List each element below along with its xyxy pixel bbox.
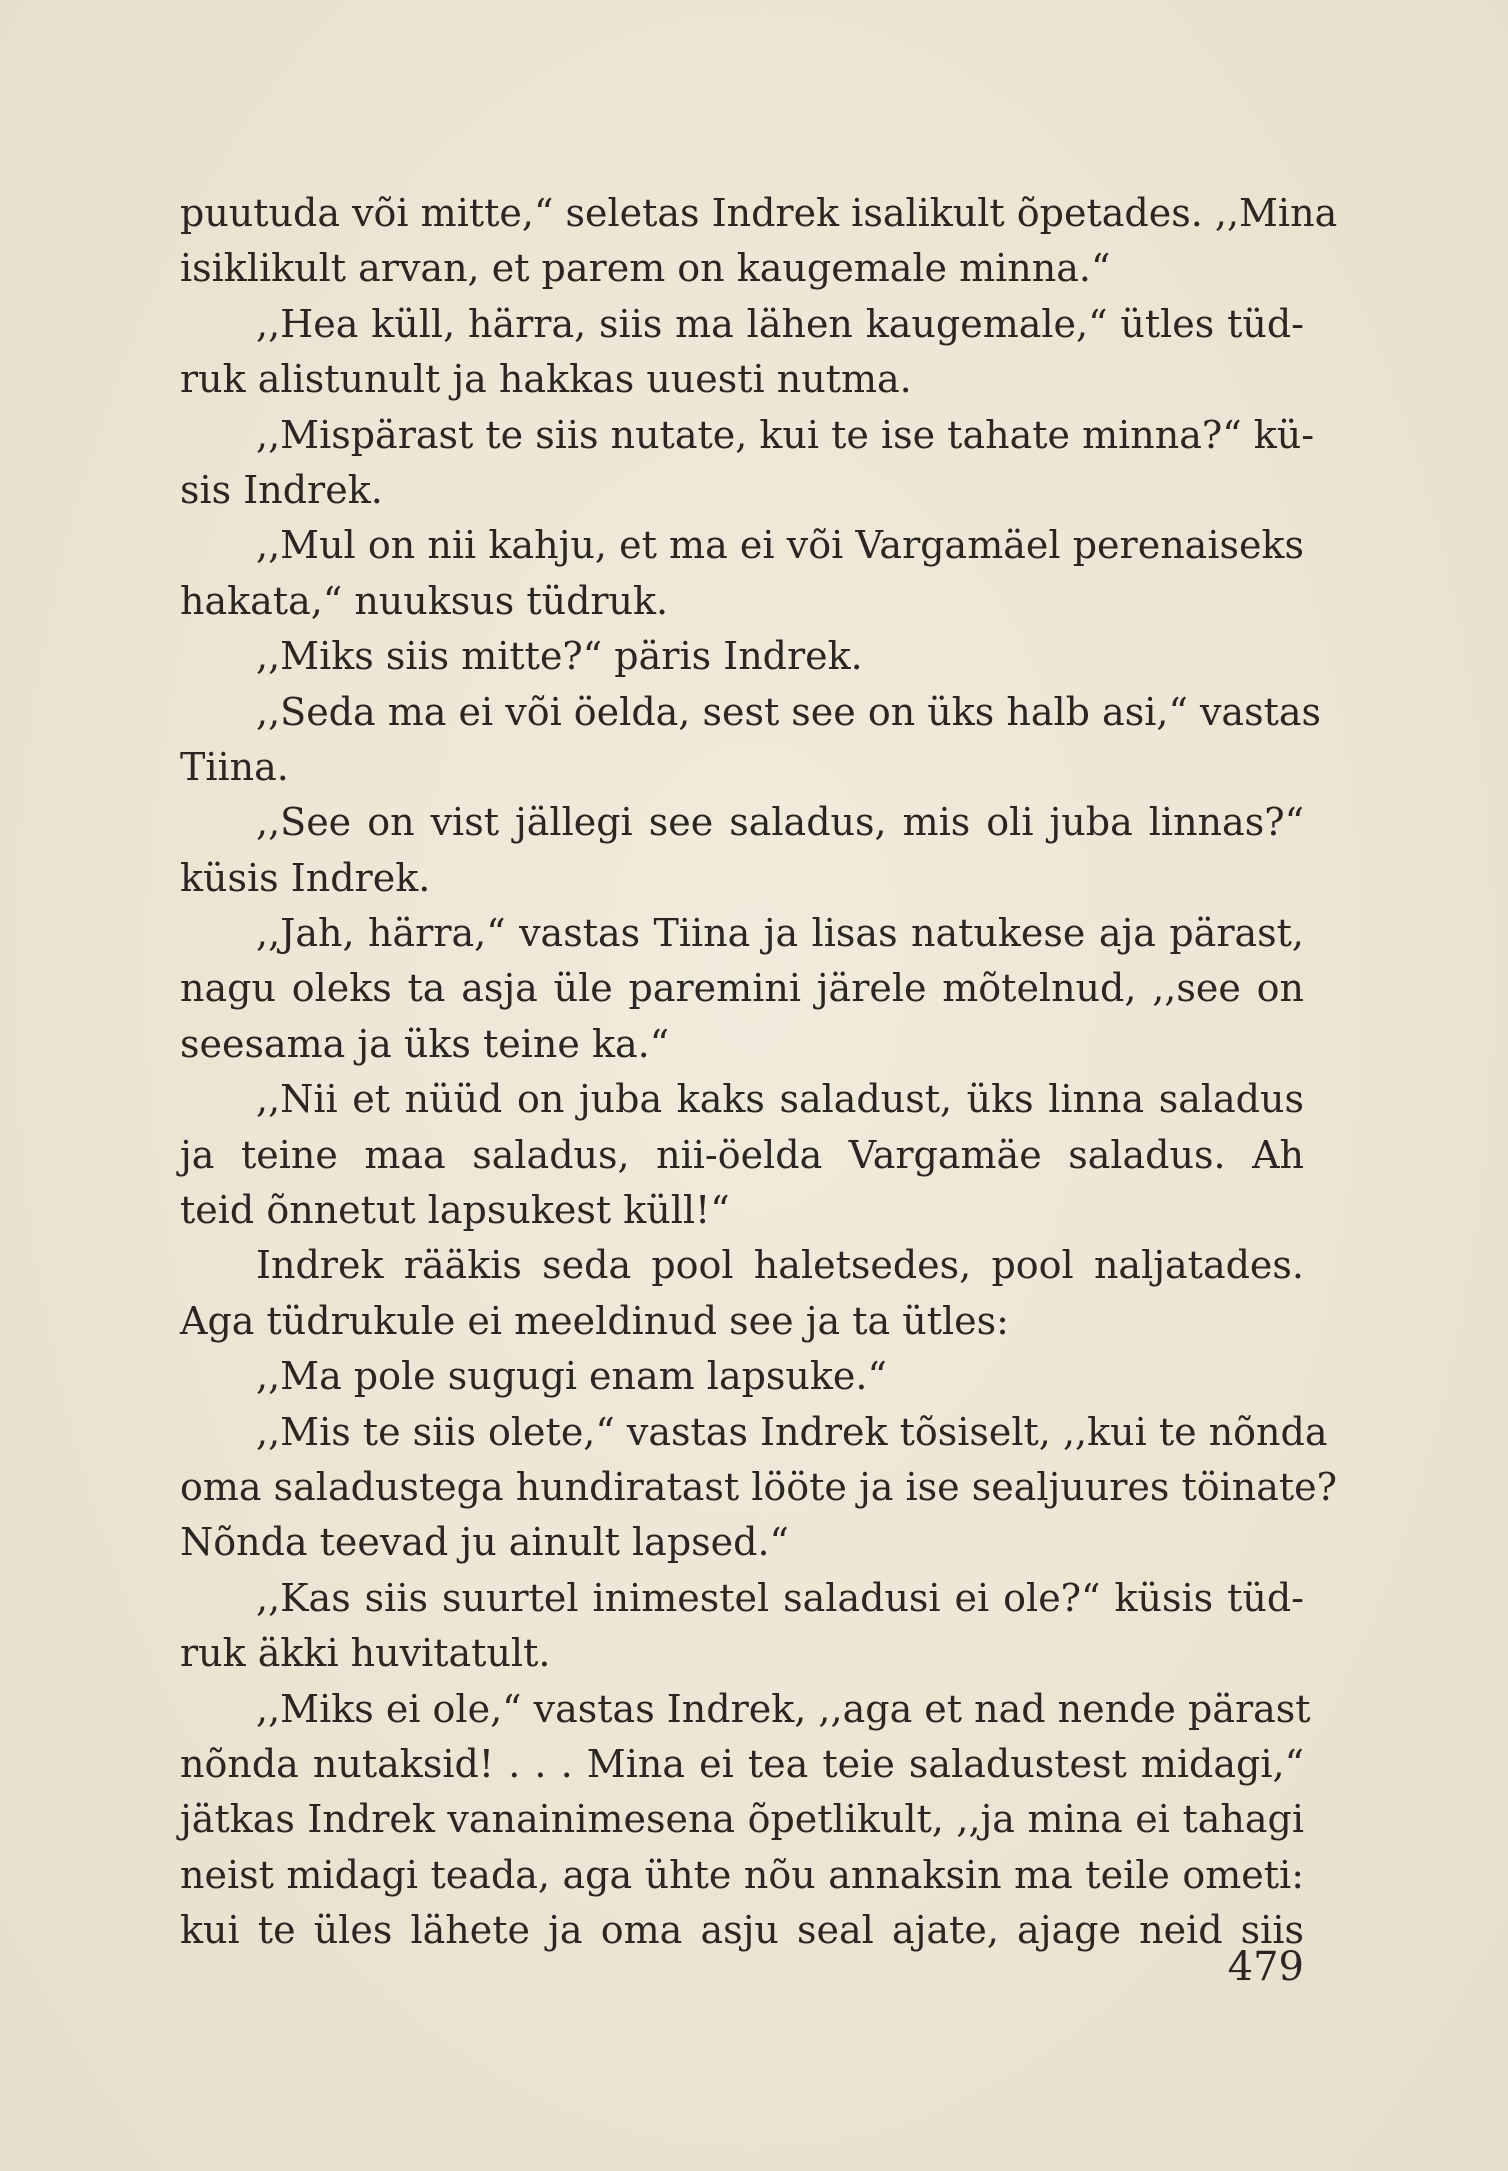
text-line: Tiina. xyxy=(180,744,289,789)
text-line: Nõnda teevad ju ainult lapsed.“ xyxy=(180,1520,789,1565)
text-line: ,,Ma pole sugugi enam lapsuke.“ xyxy=(256,1354,887,1399)
text-line: ,,Jah, härra,“ vastas Tiina ja lisas natukese aja pärast, xyxy=(256,911,1304,956)
text-line: ,,Kas siis suurtel inimestel saladusi ei ole?“ küsis tüd- xyxy=(256,1575,1304,1620)
text-line: kui te üles lähete ja oma asju seal ajate, ajage neid siis xyxy=(180,1908,1304,1953)
text-line: Indrek rääkis seda pool haletsedes, pool naljatades. xyxy=(256,1243,1304,1288)
text-line: nagu oleks ta asja üle paremini järele mõtelnud, ,,see on xyxy=(180,966,1304,1011)
text-line: sis Indrek. xyxy=(180,467,383,512)
text-line: ,,Miks siis mitte?“ päris Indrek. xyxy=(256,634,863,679)
text-line: puutuda või mitte,“ seletas Indrek isalikult õpetades. ,,Mina xyxy=(180,191,1338,235)
text-line: ,,See on vist jällegi see saladus, mis oli juba linnas?“ xyxy=(256,800,1304,845)
text-line: teid õnnetut lapsukest küll!“ xyxy=(180,1188,730,1233)
text-line: ruk äkki huvitatult. xyxy=(180,1631,551,1676)
text-line: küsis Indrek. xyxy=(180,855,431,900)
text-line: ,,Mis te siis olete,“ vastas Indrek tõsiselt, ,,kui te nõnda xyxy=(256,1409,1328,1454)
text-line: seesama ja üks teine ka.“ xyxy=(180,1021,670,1066)
text-line: hakata,“ nuuksus tüdruk. xyxy=(180,578,669,623)
text-line: ,,Nii et nüüd on juba kaks saladust, üks linna saladus xyxy=(256,1077,1304,1122)
text-line: ruk alistunult ja hakkas uuesti nutma. xyxy=(180,357,912,402)
text-line: Aga tüdrukule ei meeldinud see ja ta ütles: xyxy=(180,1298,1009,1343)
text-line: isiklikult arvan, et parem on kaugemale minna.“ xyxy=(180,246,1111,291)
text-line: ,,Mul on nii kahju, et ma ei või Vargamäel perenaiseks xyxy=(256,523,1304,568)
text-line: ,,Seda ma ei või öelda, sest see on üks halb asi,“ vastas xyxy=(256,689,1322,734)
text-line: ,,Hea küll, härra, siis ma lähen kaugemale,“ ütles tüd- xyxy=(256,301,1304,346)
text-line: oma saladustega hundiratast lööte ja ise sealjuures töinate? xyxy=(180,1464,1338,1509)
body-text xyxy=(180,186,1338,1959)
text-line: nõnda nutaksid! . . . Mina ei tea teie saladustest midagi,“ xyxy=(180,1741,1304,1786)
text-line: jätkas Indrek vanainimesena õpetlikult, ,,ja mina ei tahagi xyxy=(180,1797,1304,1842)
text-line: ja teine maa saladus, nii-öelda Vargamäe saladus. Ah xyxy=(180,1132,1304,1177)
text-line: ,,Mispärast te siis nutate, kui te ise tahate minna?“ kü- xyxy=(256,412,1315,457)
page-number: 479 xyxy=(1227,1944,1304,1990)
text-line: ,,Miks ei ole,“ vastas Indrek, ,,aga et nad nende pärast xyxy=(256,1686,1311,1731)
text-line: neist midagi teada, aga ühte nõu annaksin ma teile ometi: xyxy=(180,1852,1304,1897)
